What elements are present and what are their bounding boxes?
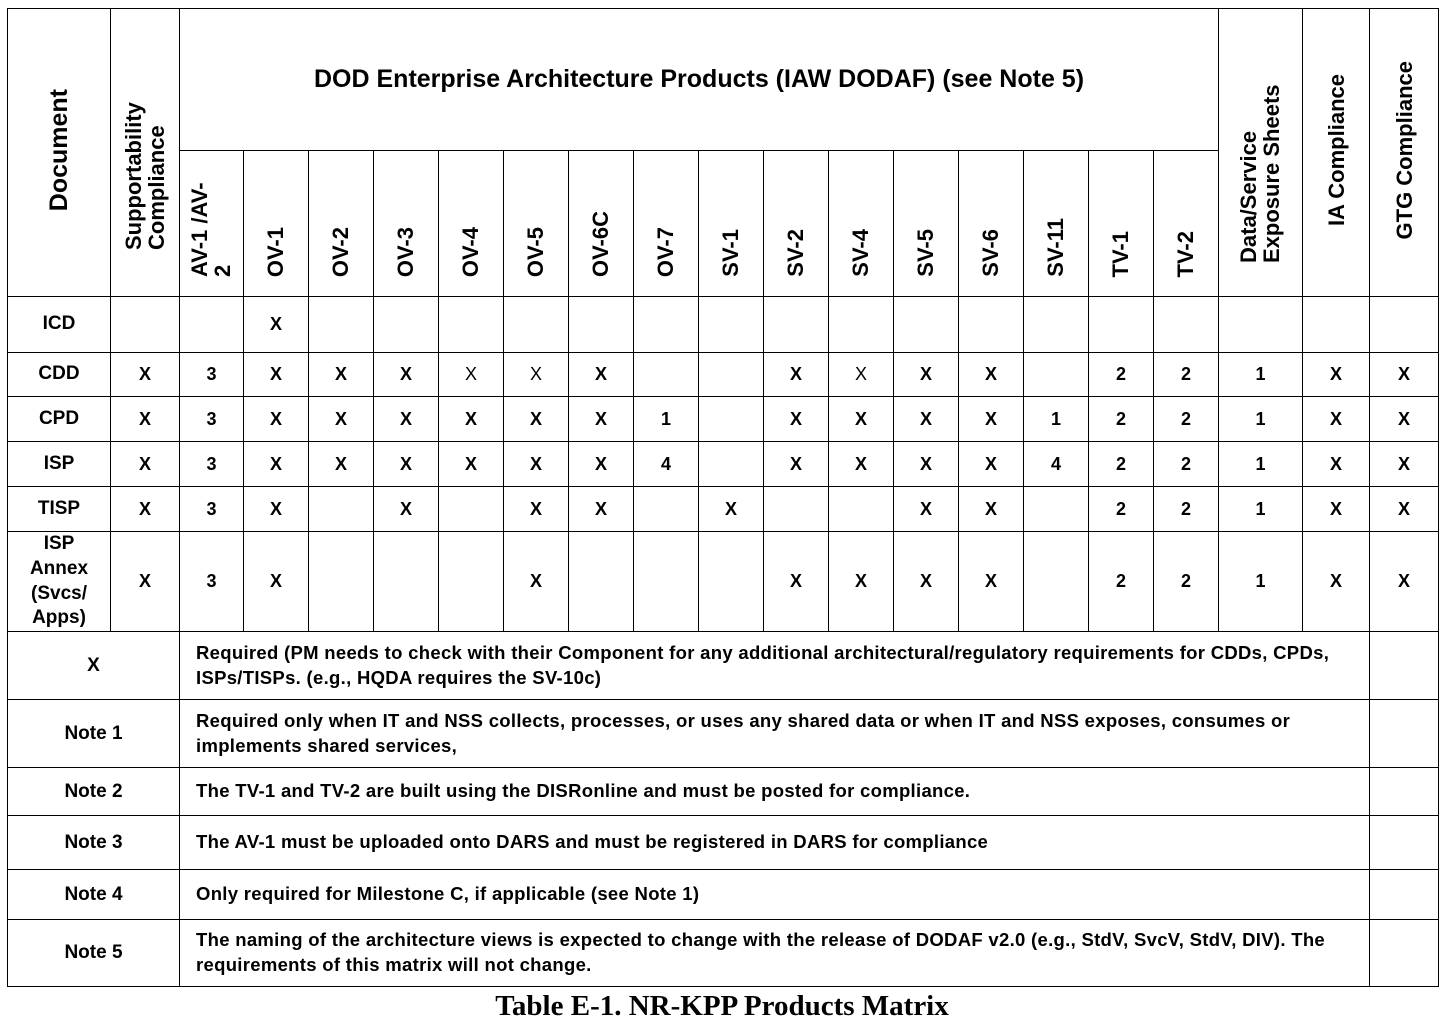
matrix-cell: X: [829, 397, 894, 442]
product-column-header: [829, 151, 894, 297]
matrix-cell: 1: [1219, 397, 1303, 442]
product-column-label: SV-1: [718, 229, 744, 277]
empty-cell: [1370, 870, 1439, 920]
product-column-label: OV-5: [523, 226, 549, 277]
matrix-cell: 2: [1089, 397, 1154, 442]
product-column-header: [699, 151, 764, 297]
matrix-cell: X: [1303, 397, 1370, 442]
note-text: Only required for Milestone C, if applicable (see Note 1): [180, 870, 1370, 920]
matrix-cell: 4: [1024, 442, 1089, 487]
matrix-cell: [1303, 297, 1370, 353]
document-cell: CPD: [8, 397, 111, 442]
product-column-header: [1024, 151, 1089, 297]
matrix-cell: [699, 442, 764, 487]
note-label: X: [8, 632, 180, 700]
matrix-cell: 2: [1154, 353, 1219, 397]
product-column-label: OV-2: [328, 226, 354, 277]
matrix-cell: X: [1303, 353, 1370, 397]
matrix-cell: [634, 353, 699, 397]
note-text: Required only when IT and NSS collects, processes, or uses any shared data or when IT and NSS exposes, consumes or implements shared services,: [180, 700, 1370, 768]
matrix-cell: [894, 297, 959, 353]
matrix-cell: [1219, 297, 1303, 353]
matrix-cell: X: [959, 442, 1024, 487]
matrix-cell: X: [1303, 487, 1370, 532]
matrix-cell: X: [111, 487, 180, 532]
matrix-cell: 1: [1219, 532, 1303, 632]
matrix-cell: [309, 297, 374, 353]
matrix-cell: X: [309, 353, 374, 397]
matrix-cell: [569, 297, 634, 353]
product-column-label: OV-6C: [588, 210, 614, 277]
matrix-cell: X: [1370, 397, 1439, 442]
nr-kpp-products-matrix: [7, 8, 1439, 987]
matrix-cell: X: [244, 397, 309, 442]
matrix-cell: [569, 532, 634, 632]
header-document: [8, 9, 111, 297]
matrix-cell: X: [244, 353, 309, 397]
matrix-cell: [309, 487, 374, 532]
note-text: Required (PM needs to check with their Component for any additional architectural/regulatory requirements for CDDs, CPDs, ISPs/TISPs. (e.g., HQDA requires the SV-10c): [180, 632, 1370, 700]
matrix-cell: X: [504, 532, 569, 632]
matrix-cell: 1: [1219, 487, 1303, 532]
product-column-label: OV-4: [458, 226, 484, 277]
matrix-cell: X: [244, 442, 309, 487]
matrix-cell: X: [569, 487, 634, 532]
matrix-cell: [634, 297, 699, 353]
table-caption: Table E-1. NR-KPP Products Matrix: [495, 990, 949, 1022]
product-column-header: [374, 151, 439, 297]
matrix-cell: [1024, 297, 1089, 353]
header-gtg: [1370, 9, 1439, 297]
product-column-label: TV-2: [1173, 230, 1199, 277]
header-dodaf-title: DOD Enterprise Architecture Products (IAW DODAF) (see Note 5): [180, 9, 1219, 151]
empty-cell: [1370, 700, 1439, 768]
product-column-header: [1089, 151, 1154, 297]
matrix-cell: [439, 532, 504, 632]
matrix-cell: [1370, 297, 1439, 353]
matrix-cell: [959, 297, 1024, 353]
matrix-cell: 2: [1154, 442, 1219, 487]
table-row: [8, 487, 1439, 532]
header-document-label: Document: [44, 88, 73, 212]
matrix-cell: X: [569, 397, 634, 442]
matrix-cell: [1024, 532, 1089, 632]
matrix-cell: [374, 532, 439, 632]
note-label: Note 5: [8, 920, 180, 987]
matrix-cell: X: [894, 487, 959, 532]
product-column-header: [244, 151, 309, 297]
product-column-label: SV-2: [783, 229, 809, 277]
table-row: [8, 353, 1439, 397]
matrix-cell: [699, 532, 764, 632]
product-column-label: OV-1: [263, 226, 289, 277]
matrix-cell: [699, 397, 764, 442]
product-column-header: [894, 151, 959, 297]
matrix-cell: X: [504, 487, 569, 532]
matrix-cell: 2: [1154, 397, 1219, 442]
product-column-header: [634, 151, 699, 297]
matrix-cell: X: [374, 397, 439, 442]
matrix-cell: X: [504, 397, 569, 442]
note-row: [8, 700, 1439, 768]
matrix-cell: X: [1370, 487, 1439, 532]
matrix-cell: X: [764, 353, 829, 397]
matrix-cell: 3: [180, 397, 244, 442]
matrix-cell: X: [764, 397, 829, 442]
matrix-cell: 4: [634, 442, 699, 487]
header-supportability-label: Supportability Compliance: [120, 102, 169, 250]
table-row: [8, 297, 1439, 353]
matrix-cell: X: [111, 397, 180, 442]
matrix-cell: 1: [634, 397, 699, 442]
matrix-cell: [439, 297, 504, 353]
matrix-cell: 1: [1024, 397, 1089, 442]
product-column-header: [439, 151, 504, 297]
header-data-service: [1219, 9, 1303, 297]
matrix-cell: X: [699, 487, 764, 532]
matrix-cell: 2: [1089, 442, 1154, 487]
header-ia: [1303, 9, 1370, 297]
matrix-cell: X: [894, 353, 959, 397]
matrix-cell: X: [894, 442, 959, 487]
empty-cell: [1370, 816, 1439, 870]
table-row: [8, 532, 1439, 632]
matrix-cell: X: [244, 487, 309, 532]
header-ia-label: IA Compliance: [1323, 74, 1349, 226]
product-column-label: AV-1 /AV-2: [187, 182, 236, 277]
header-supportability: [111, 9, 180, 297]
empty-cell: [1370, 768, 1439, 816]
matrix-cell: X: [111, 532, 180, 632]
matrix-cell: X: [894, 397, 959, 442]
matrix-cell: [764, 297, 829, 353]
matrix-cell: [1089, 297, 1154, 353]
product-column-header: [1154, 151, 1219, 297]
matrix-cell: X: [959, 487, 1024, 532]
matrix-cell: X: [829, 532, 894, 632]
matrix-cell: [829, 487, 894, 532]
document-cell: ICD: [8, 297, 111, 353]
matrix-cell: X: [374, 442, 439, 487]
matrix-cell: X: [1303, 442, 1370, 487]
product-column-label: SV-11: [1043, 218, 1069, 277]
empty-cell: [1370, 632, 1439, 700]
matrix-cell: X: [504, 442, 569, 487]
matrix-cell: 3: [180, 442, 244, 487]
matrix-cell: X: [1370, 532, 1439, 632]
product-column-label: TV-1: [1108, 230, 1134, 277]
matrix-cell: X: [244, 297, 309, 353]
matrix-cell: [180, 297, 244, 353]
matrix-cell: X: [111, 353, 180, 397]
matrix-cell: X: [764, 532, 829, 632]
matrix-cell: 3: [180, 532, 244, 632]
product-column-header: [504, 151, 569, 297]
matrix-cell: X: [374, 487, 439, 532]
product-column-header: [959, 151, 1024, 297]
product-column-header: [309, 151, 374, 297]
matrix-cell: X: [244, 532, 309, 632]
product-column-label: OV-7: [653, 226, 679, 277]
matrix-cell: 2: [1089, 532, 1154, 632]
matrix-cell: X: [894, 532, 959, 632]
matrix-cell: 2: [1089, 353, 1154, 397]
document-cell: ISP: [8, 442, 111, 487]
document-cell: CDD: [8, 353, 111, 397]
note-label: Note 2: [8, 768, 180, 816]
header-gtg-label: GTG Compliance: [1391, 60, 1417, 240]
note-row: [8, 870, 1439, 920]
matrix-cell: X: [439, 353, 504, 397]
document-cell: ISP Annex (Svcs/ Apps): [8, 532, 111, 632]
matrix-cell: X: [1370, 353, 1439, 397]
note-row: [8, 632, 1439, 700]
matrix-cell: X: [764, 442, 829, 487]
matrix-cell: X: [374, 353, 439, 397]
header-data-service-label: Data/Service Exposure Sheets: [1236, 83, 1285, 263]
matrix-cell: X: [959, 353, 1024, 397]
matrix-cell: [1024, 487, 1089, 532]
matrix-cell: 2: [1089, 487, 1154, 532]
matrix-cell: 2: [1154, 487, 1219, 532]
note-row: [8, 920, 1439, 987]
note-text: The AV-1 must be uploaded onto DARS and must be registered in DARS for compliance: [180, 816, 1370, 870]
table-row: [8, 397, 1439, 442]
matrix-cell: X: [569, 442, 634, 487]
note-text: The naming of the architecture views is expected to change with the release of DODAF v2.0 (e.g., StdV, SvcV, StdV, DIV). The requirements of this matrix will not change.: [180, 920, 1370, 987]
product-column-label: SV-6: [978, 229, 1004, 277]
matrix-cell: X: [309, 442, 374, 487]
table-row: [8, 442, 1439, 487]
matrix-cell: [111, 297, 180, 353]
matrix-cell: [634, 487, 699, 532]
matrix-cell: 1: [1219, 353, 1303, 397]
matrix-cell: X: [829, 353, 894, 397]
matrix-cell: [439, 487, 504, 532]
matrix-cell: [829, 297, 894, 353]
note-row: [8, 816, 1439, 870]
matrix-cell: X: [959, 532, 1024, 632]
matrix-cell: 2: [1154, 532, 1219, 632]
matrix-cell: [764, 487, 829, 532]
product-column-label: SV-4: [848, 229, 874, 277]
matrix-cell: X: [1370, 442, 1439, 487]
matrix-cell: X: [504, 353, 569, 397]
matrix-cell: X: [959, 397, 1024, 442]
matrix-cell: X: [439, 442, 504, 487]
product-column-label: OV-3: [393, 226, 419, 277]
matrix-cell: [1024, 353, 1089, 397]
matrix-cell: [374, 297, 439, 353]
product-column-label: SV-5: [913, 229, 939, 277]
document-cell: TISP: [8, 487, 111, 532]
matrix-cell: X: [829, 442, 894, 487]
matrix-cell: X: [309, 397, 374, 442]
matrix-cell: [699, 353, 764, 397]
matrix-cell: [309, 532, 374, 632]
matrix-cell: [504, 297, 569, 353]
note-label: Note 4: [8, 870, 180, 920]
matrix-cell: X: [439, 397, 504, 442]
matrix-cell: 1: [1219, 442, 1303, 487]
matrix-cell: [1154, 297, 1219, 353]
matrix-cell: X: [569, 353, 634, 397]
note-label: Note 3: [8, 816, 180, 870]
product-column-header: [764, 151, 829, 297]
note-row: [8, 768, 1439, 816]
matrix-cell: 3: [180, 353, 244, 397]
matrix-cell: [634, 532, 699, 632]
note-text: The TV-1 and TV-2 are built using the DISRonline and must be posted for compliance.: [180, 768, 1370, 816]
matrix-cell: X: [111, 442, 180, 487]
note-label: Note 1: [8, 700, 180, 768]
matrix-cell: X: [1303, 532, 1370, 632]
matrix-cell: 3: [180, 487, 244, 532]
empty-cell: [1370, 920, 1439, 987]
matrix-cell: [699, 297, 764, 353]
product-column-header: [180, 151, 244, 297]
product-column-header: [569, 151, 634, 297]
